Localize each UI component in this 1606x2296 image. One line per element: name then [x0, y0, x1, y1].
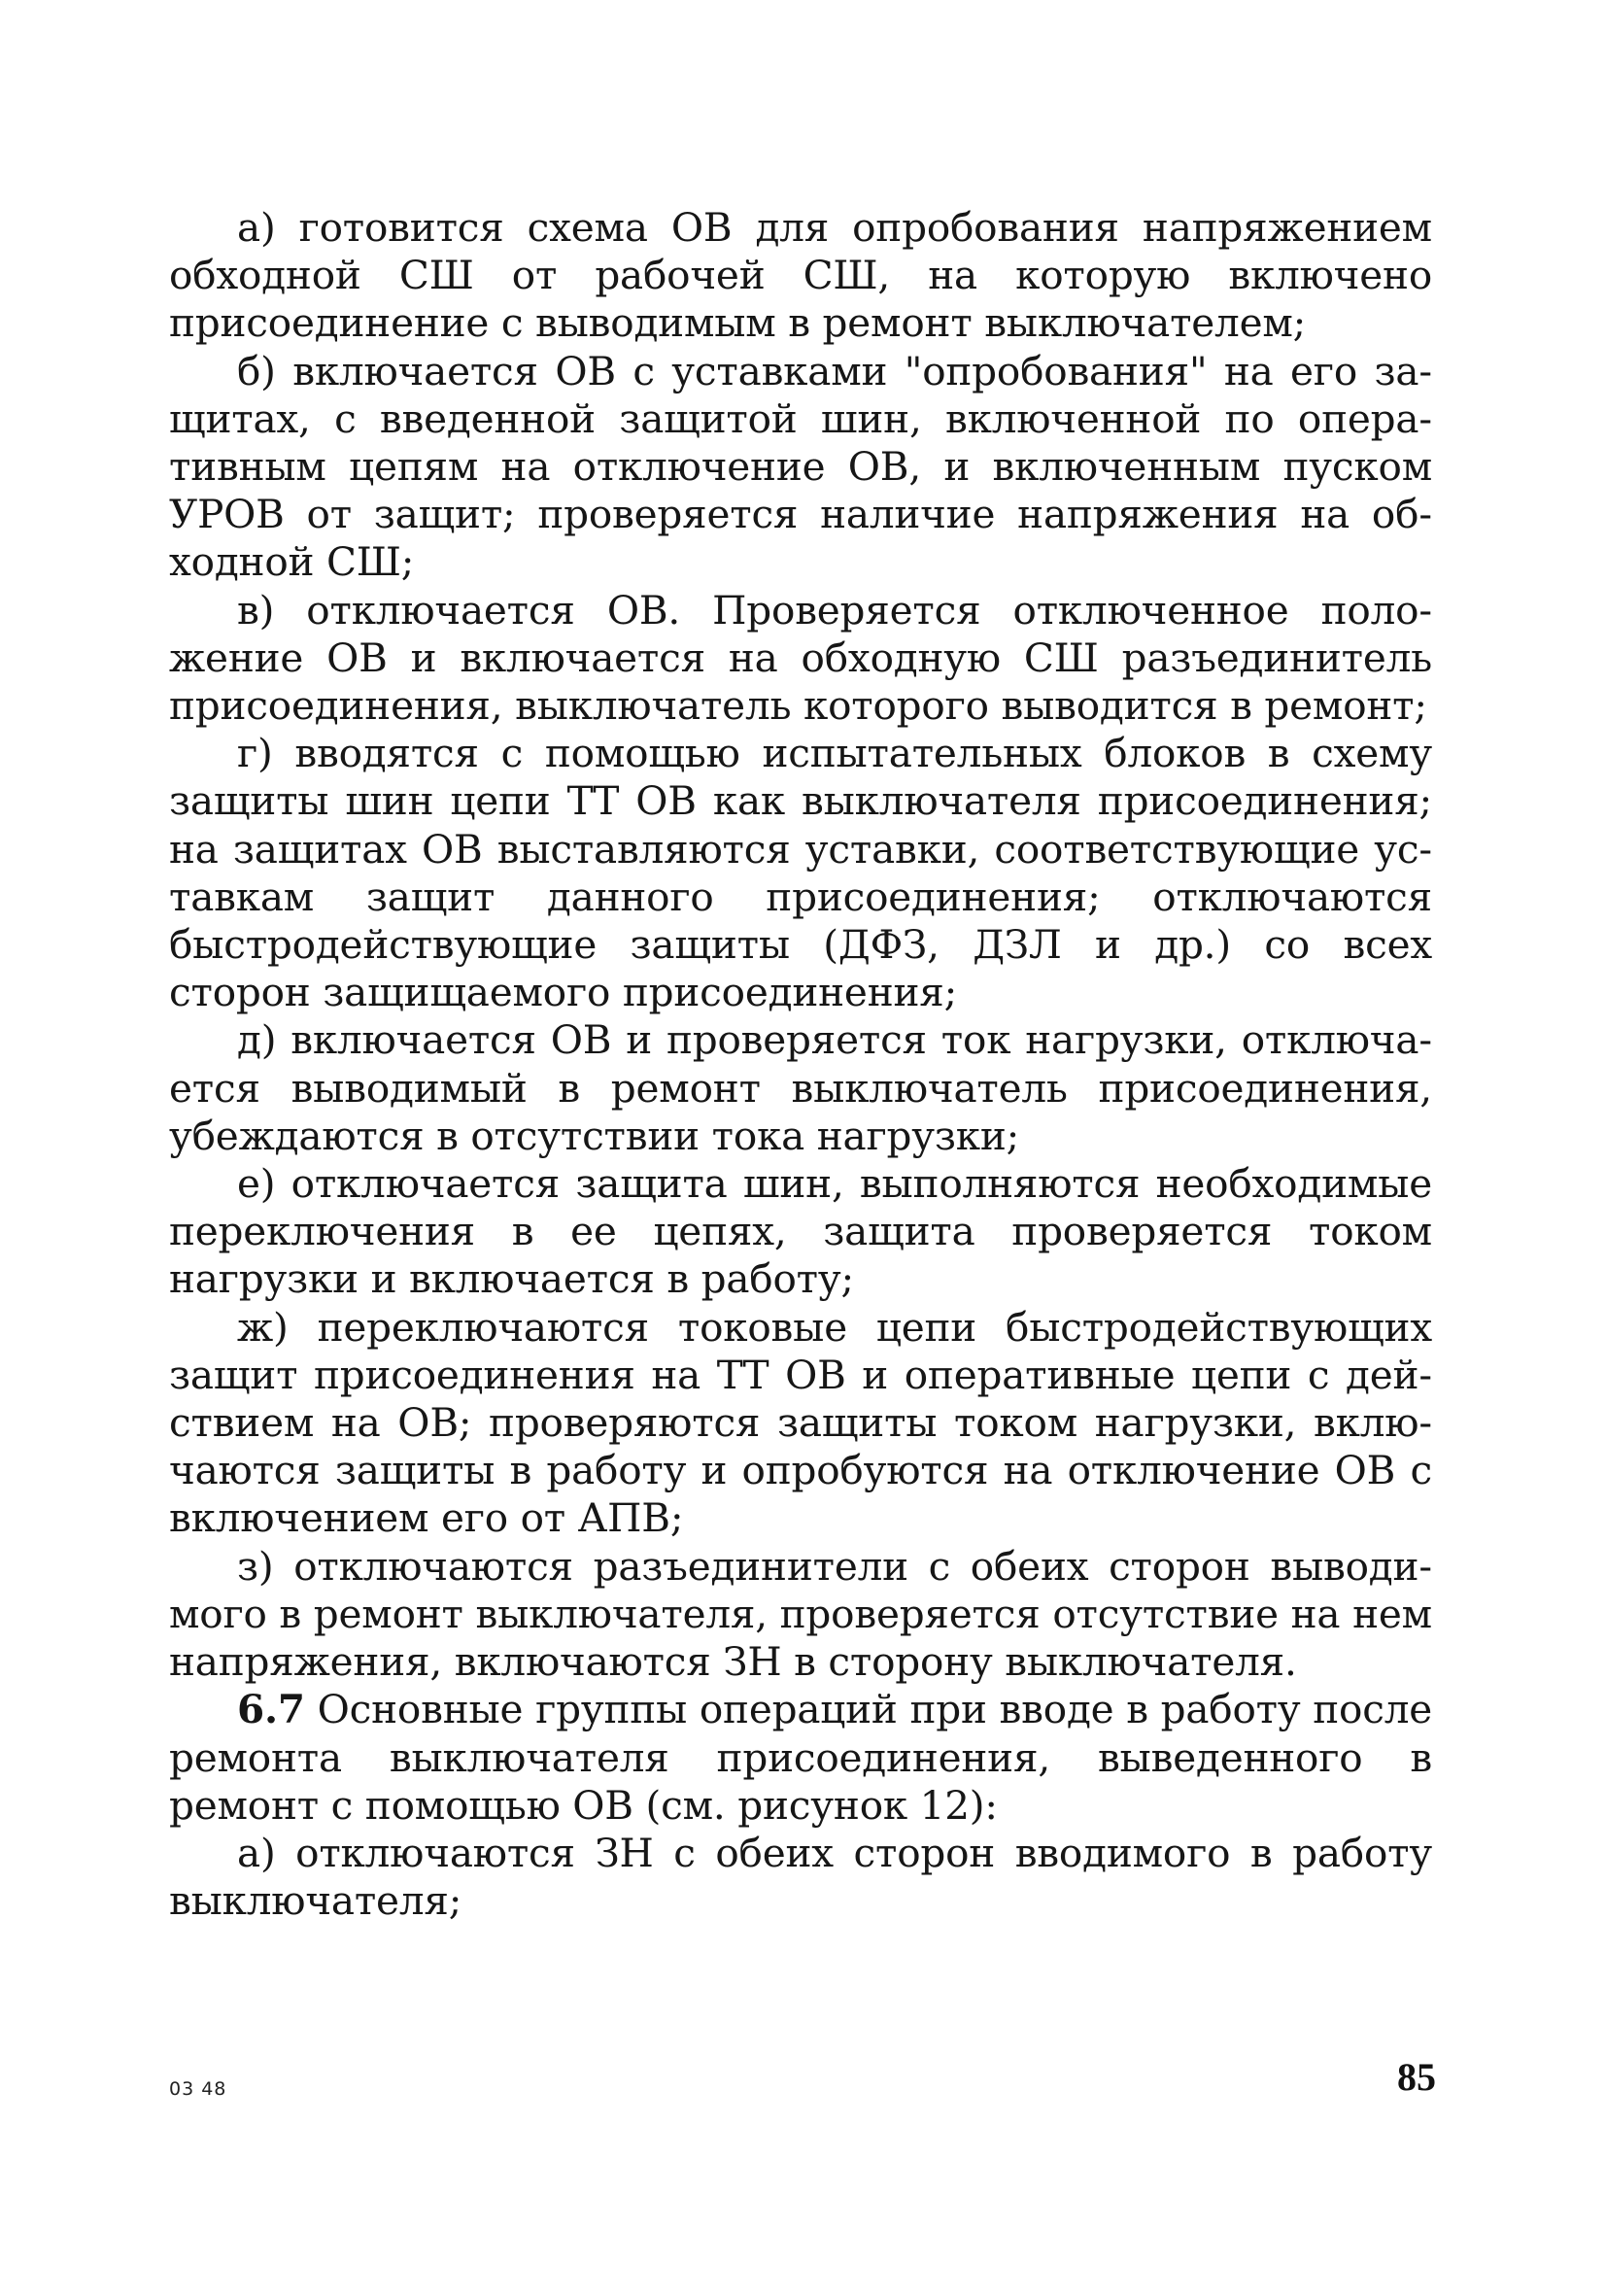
paragraph-text: в) отключается ОВ. Проверяется отключенное положение ОВ и включается на обходную СШ разъединитель присоединения, выключатель которого выводится в ремонт; [169, 586, 1432, 730]
paragraph-text: г) вводятся с помощью испытательных блоков в схему защиты шин цепи ТТ ОВ как выключателя присоединения; на защитах ОВ выставляются уставки, соответствующие уставкам защит данного присоединения; отключаются быстродействующие защиты (ДФЗ, ДЗЛ и др.) со всех сторон защищаемого присоединения; [169, 730, 1432, 1016]
list-item-zh [169, 1304, 1432, 1543]
list-item-a-second [169, 1830, 1432, 1925]
list-item-z [169, 1543, 1432, 1687]
list-item-g [169, 730, 1432, 1016]
page-number: 85 [1397, 2055, 1436, 2099]
section-number: 6.7 [237, 1686, 305, 1733]
paragraph-text: а) отключаются ЗН с обеих сторон вводимого в работу выключателя; [169, 1829, 1432, 1925]
paragraph-text: Основные группы операций при вводе в работу после ремонта выключателя присоединения, выведенного в ремонт с помощью ОВ (см. рисунок 12): [169, 1686, 1432, 1829]
paragraph-text: е) отключается защита шин, выполняются необходимые переключения в ее цепях, защита проверяется током нагрузки и включается в работу; [169, 1160, 1432, 1303]
paragraph-text: б) включается ОВ с уставками "опробования" на его защитах, с введенной защитой шин, включенной по оперативным цепям на отключение ОВ, и включенным пуском УРОВ от защит; проверяется наличие напряжения на обходной СШ; [169, 347, 1432, 586]
list-item-e [169, 1160, 1432, 1304]
paragraph-text: а) готовится схема ОВ для опробования напряжением обходной СШ от рабочей СШ, на которую включено присоединение с выводимым в ремонт выключателем; [169, 204, 1432, 347]
body-text [169, 204, 1432, 1925]
footer-code: 03 48 [169, 2078, 227, 2100]
section-6-7-paragraph [169, 1686, 1432, 1830]
list-item-v [169, 587, 1432, 731]
list-item-a [169, 204, 1432, 348]
list-item-d [169, 1016, 1432, 1160]
paragraph-text: з) отключаются разъединители с обеих сторон выводимого в ремонт выключателя, проверяется отсутствие на нем напряжения, включаются ЗН в сторону выключателя. [169, 1542, 1432, 1686]
paragraph-text: ж) переключаются токовые цепи быстродействующих защит присоединения на ТТ ОВ и оперативные цепи с действием на ОВ; проверяются защиты током нагрузки, включаются защиты в работу и опробуются на отключение ОВ с включением его от АПВ; [169, 1303, 1432, 1542]
list-item-b [169, 348, 1432, 587]
paragraph-text: д) включается ОВ и проверяется ток нагрузки, отключается выводимый в ремонт выключатель присоединения, убеждаются в отсутствии тока нагрузки; [169, 1016, 1432, 1159]
